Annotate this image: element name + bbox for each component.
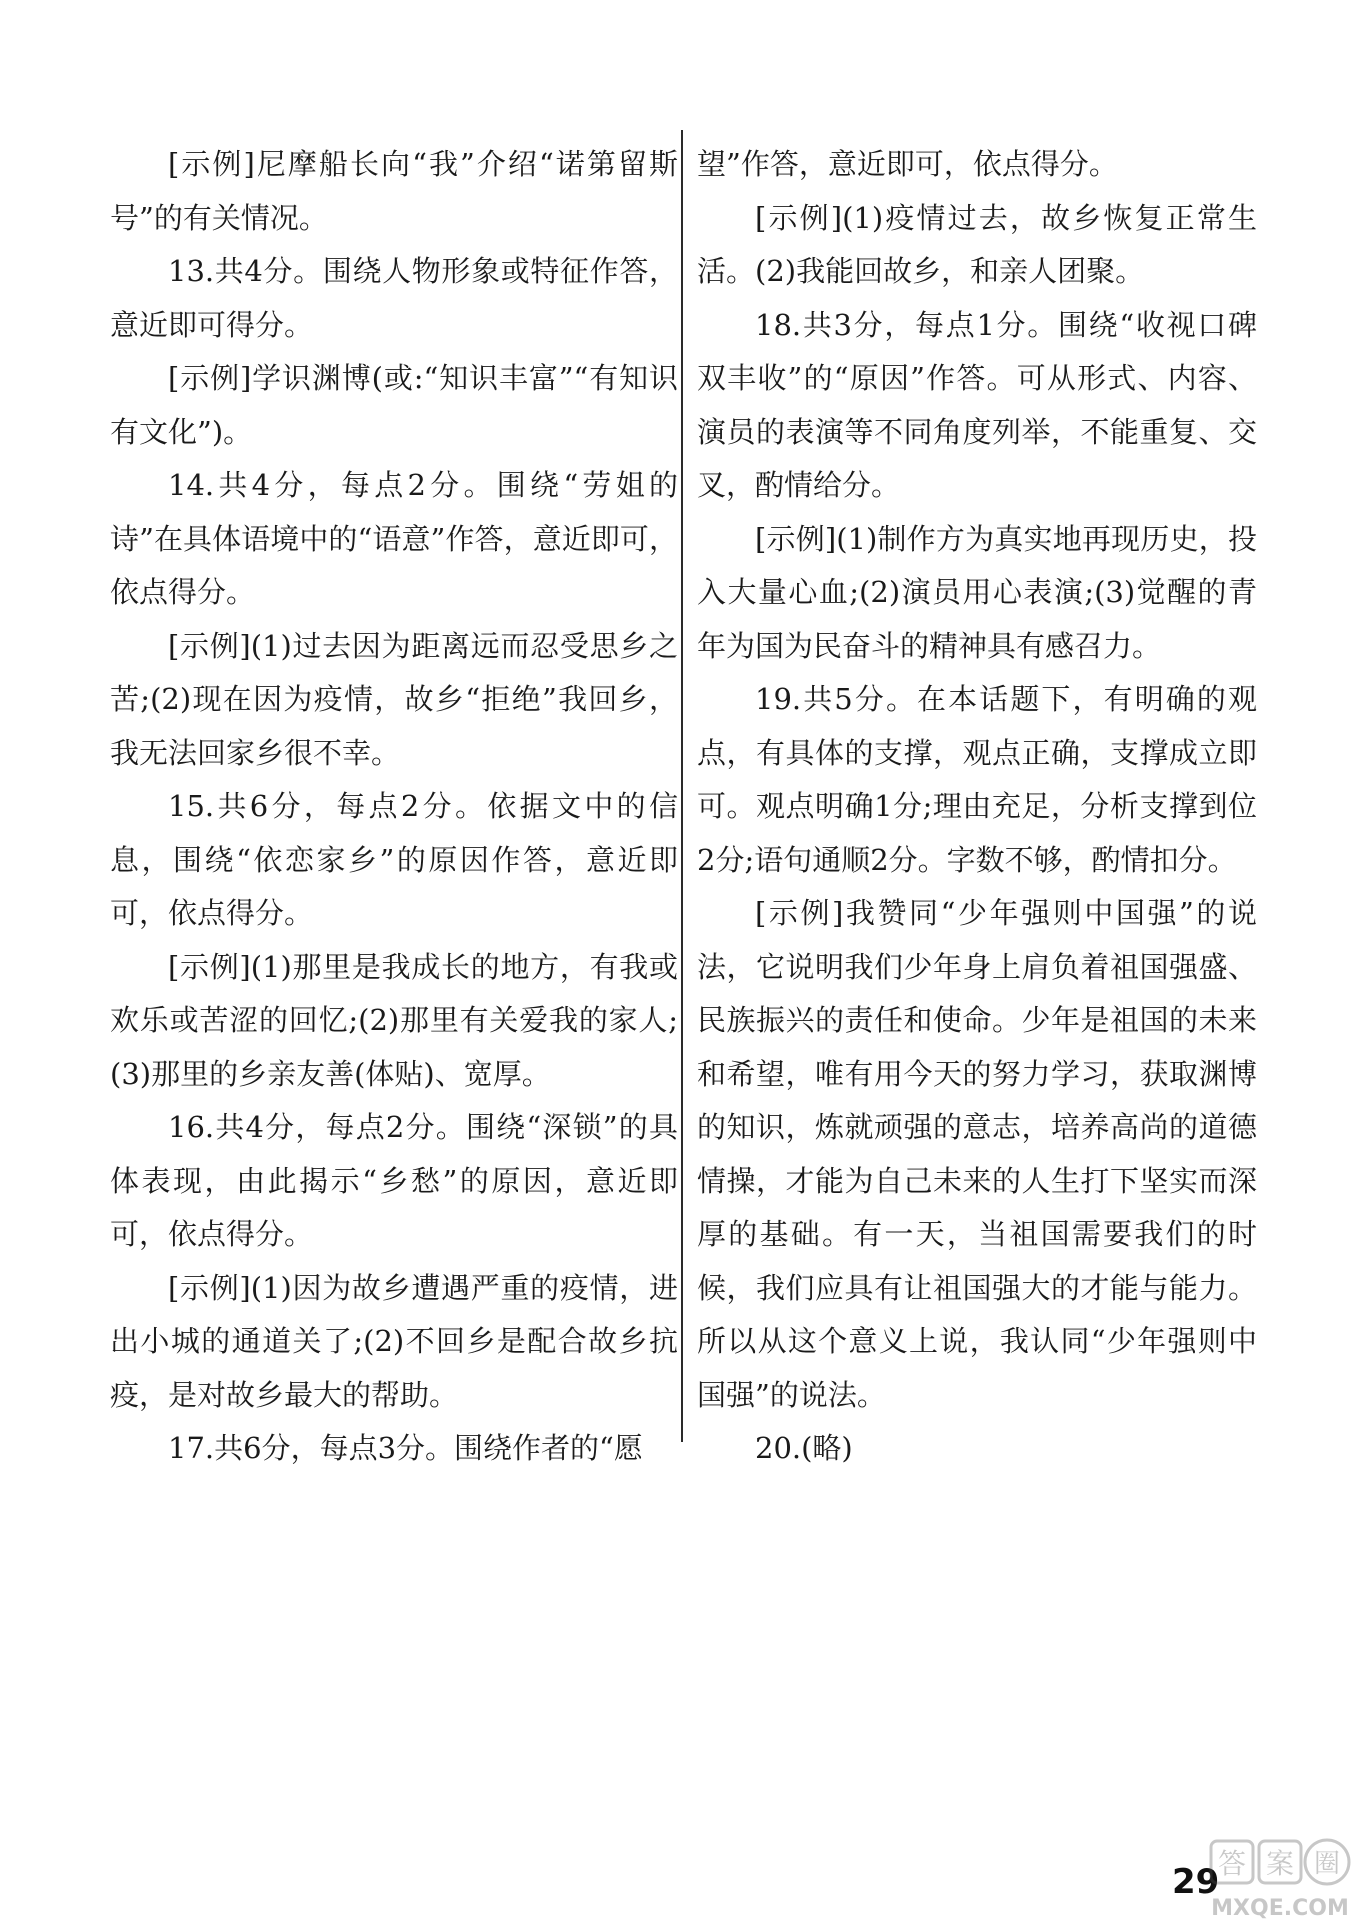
svg-text:MXQE.COM: MXQE.COM [1211,1896,1349,1921]
svg-text:圈: 圈 [1313,1849,1341,1879]
answer-paragraph: 16.共4分，每点2分。围绕“深锁”的具体表现，由此揭示“乡愁”的原因，意近即可，依点得分。 [110,1110,678,1251]
answer-paragraph: 20.(略) [755,1431,853,1465]
watermark-logo-icon [1205,1835,1355,1925]
answer-paragraph: 13.共4分。围绕人物形象或特征作答，意近即可得分。 [110,254,678,342]
answer-paragraph: [示例]学识渊博(或:“知识丰富”“有知识有文化”)。 [110,361,678,449]
answer-paragraph: [示例](1)那里是我成长的地方，有我或欢乐或苦涩的回忆;(2)那里有关爱我的家人;(3)那里的乡亲友善(体贴)、宽厚。 [110,949,678,1091]
answer-paragraph: [示例]尼摩船长向“我”介绍“诺第留斯号”的有关情况。 [110,147,678,235]
right-column [697,138,1257,1476]
column-divider [681,130,683,1442]
answer-paragraph: [示例](1)制作方为真实地再现历史，投入大量心血;(2)演员用心表演;(3)觉醒的青年为国为民奋斗的精神具有感召力。 [697,521,1257,663]
left-column [110,138,678,1476]
answer-paragraph: 18.共3分，每点1分。围绕“收视口碑双丰收”的“原因”作答。可从形式、内容、演员的表演等不同角度列举，不能重复、交叉，酌情给分。 [697,307,1257,502]
page-number: 29 [1172,1862,1220,1902]
answer-paragraph: [示例]我赞同“少年强则中国强”的说法，它说明我们少年身上肩负着祖国强盛、民族振兴的责任和使命。少年是祖国的未来和希望，唯有用今天的努力学习，获取渊博的知识，炼就顽强的意志，培养高尚的道德情操，才能为自己未来的人生打下坚实而深厚的基础。有一天，当祖国需要我们的时候，我们应具有让祖国强大的才能与能力。所以从这个意义上说，我认同“少年强则中国强”的说法。 [697,896,1257,1412]
continued-paragraph: 望”作答，意近即可，依点得分。 [697,147,1118,181]
answer-paragraph: [示例](1)过去因为距离远而忍受思乡之苦;(2)现在因为疫情，故乡“拒绝”我回乡，我无法回家乡很不幸。 [110,628,678,770]
answer-paragraph: 14.共4分，每点2分。围绕“劳姐的诗”在具体语境中的“语意”作答，意近即可，依点得分。 [110,468,678,609]
answer-paragraph: 17.共6分，每点3分。围绕作者的“愿 [168,1431,643,1465]
answer-paragraph: 19.共5分。在本话题下，有明确的观点，有具体的支撑，观点正确，支撑成立即可。观点明确1分;理由充足，分析支撑到位2分;语句通顺2分。字数不够，酌情扣分。 [697,682,1257,877]
answer-paragraph: [示例](1)因为故乡遭遇严重的疫情，进出小城的通道关了;(2)不回乡是配合故乡抗疫，是对故乡最大的帮助。 [110,1270,678,1412]
answer-paragraph: [示例](1)疫情过去，故乡恢复正常生活。(2)我能回故乡，和亲人团聚。 [697,200,1257,288]
svg-text:案: 案 [1265,1847,1295,1880]
answer-paragraph: 15.共6分，每点2分。依据文中的信息，围绕“依恋家乡”的原因作答，意近即可，依点得分。 [110,789,678,930]
svg-text:答: 答 [1217,1847,1247,1880]
